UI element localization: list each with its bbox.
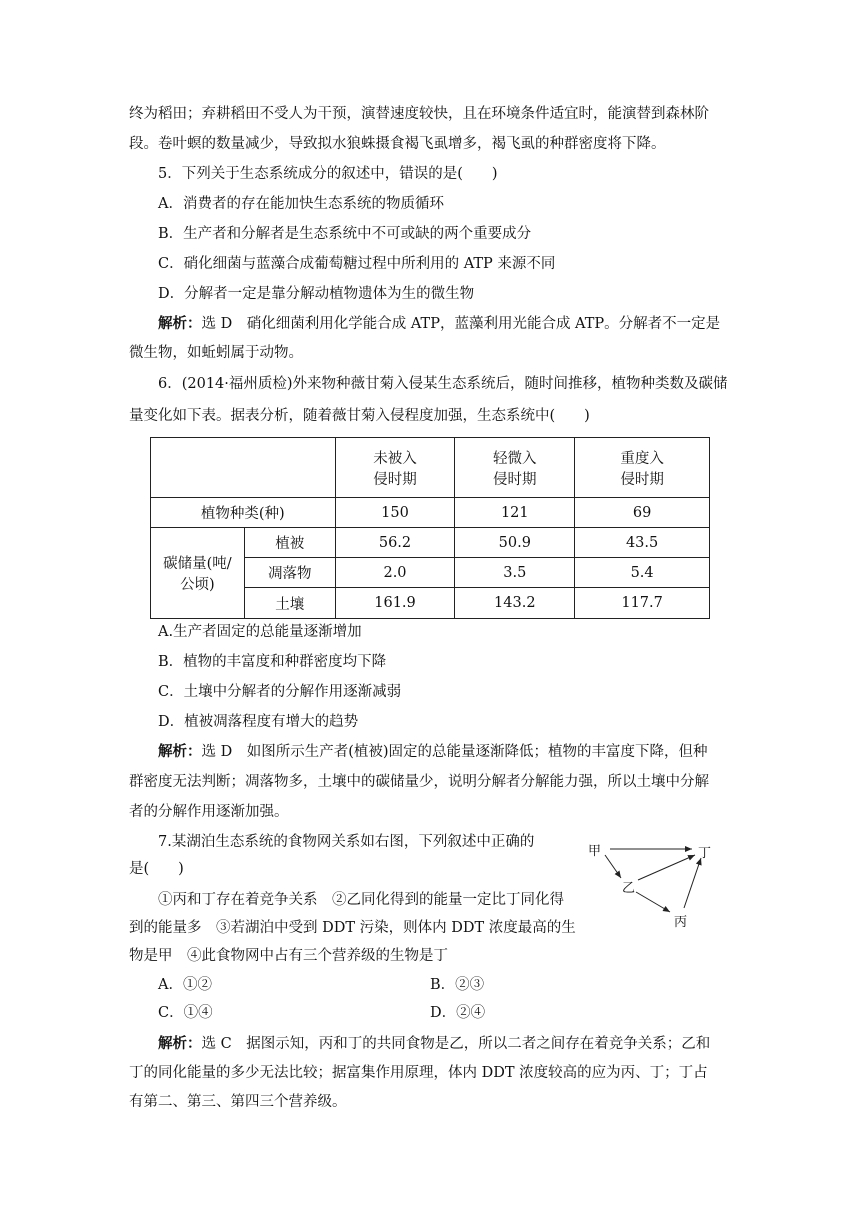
table-row-label: 凋落物 [244, 558, 335, 588]
arrow-jia-yi [605, 855, 621, 878]
q7-item: 物是甲 ④此食物网中占有三个营养级的生物是丁 [129, 948, 448, 964]
table-header: 重度入 侵时期 [575, 438, 710, 498]
arrow-yi-ding [638, 855, 695, 880]
q7-option-d: D．②④ [430, 1005, 486, 1021]
text-line: 段。卷叶螟的数量减少，导致拟水狼蛛摄食褐飞虱增多，褐飞虱的种群密度将下降。 [129, 136, 666, 152]
q6-option-a: A.生产者固定的总能量逐渐增加 [158, 624, 362, 640]
question-5-stem: 5．下列关于生态系统成分的叙述中，错误的是( ) [158, 166, 498, 182]
q6-option-b: B．植物的丰富度和种群密度均下降 [158, 654, 387, 670]
analysis-text: 选 D 如图所示生产者(植被)固定的总能量逐渐降低；植物的丰富度下降，但种 [201, 744, 708, 760]
question-7-stem-cont: 是( ) [129, 861, 184, 877]
q5-option-a: A．消费者的存在能加快生态系统的物质循环 [158, 196, 444, 212]
table-cell: 150 [335, 498, 455, 528]
node-yi: 乙 [622, 881, 636, 896]
table-cell: 56.2 [335, 528, 455, 558]
q5-option-d: D．分解者一定是靠分解动植物遗体为生的微生物 [158, 286, 475, 302]
q7-option-c: C．①④ [158, 1005, 213, 1021]
question-7-stem: 7.某湖泊生态系统的食物网关系如右图，下列叙述中正确的 [158, 834, 535, 850]
q7-item: ①丙和丁存在着竞争关系 ②乙同化得到的能量一定比丁同化得 [158, 892, 564, 908]
data-table [150, 437, 710, 619]
q7-analysis-cont: 有第二、第三、第四三个营养级。 [129, 1094, 347, 1110]
analysis-label: 解析： [158, 315, 202, 332]
table-cell: 3.5 [455, 558, 575, 588]
table-corner [151, 438, 336, 498]
table-row-label: 植被 [244, 528, 335, 558]
q5-option-b: B．生产者和分解者是生态系统中不可或缺的两个重要成分 [158, 226, 532, 242]
q7-option-b: B．②③ [430, 977, 485, 993]
analysis-label: 解析： [158, 1035, 202, 1052]
analysis-text: 选 C 据图示知，丙和丁的共同食物是乙，所以二者之间存在着竞争关系；乙和 [201, 1036, 711, 1052]
node-jia: 甲 [588, 844, 602, 859]
q7-item: 到的能量多 ③若湖泊中受到 DDT 污染，则体内 DDT 浓度最高的生 [129, 920, 576, 936]
table-header: 未被入 侵时期 [335, 438, 455, 498]
arrow-bing-ding [684, 858, 701, 908]
table-group-label: 碳储量(吨/ 公顷) [151, 528, 245, 619]
analysis-text: 选 D 硝化细菌利用化学能合成 ATP，蓝藻利用光能合成 ATP。分解者不一定是 [201, 316, 721, 332]
q5-analysis-cont: 微生物，如蚯蚓属于动物。 [129, 345, 303, 361]
q7-analysis [158, 1034, 710, 1054]
table-cell: 143.2 [455, 588, 575, 619]
q6-option-d: D．植被凋落程度有增大的趋势 [158, 714, 359, 730]
q5-option-c: C．硝化细菌与蓝藻合成葡萄糖过程中所利用的 ATP 来源不同 [158, 256, 556, 272]
table-cell: 50.9 [455, 528, 575, 558]
table-cell: 161.9 [335, 588, 455, 619]
analysis-label: 解析： [158, 743, 202, 760]
q7-option-a: A．①② [158, 977, 212, 993]
q6-option-c: C．土壤中分解者的分解作用逐渐减弱 [158, 684, 402, 700]
q5-analysis [158, 314, 720, 334]
table-row-label: 土壤 [244, 588, 335, 619]
node-ding: 丁 [698, 846, 712, 861]
q6-analysis-cont: 群密度无法判断；凋落物多，土壤中的碳储量少，说明分解者分解能力强，所以土壤中分解 [129, 774, 709, 790]
arrow-yi-bing [636, 892, 670, 912]
text-line: 终为稻田；弃耕稻田不受人为干预，演替速度较快，且在环境条件适宜时，能演替到森林阶 [129, 106, 709, 122]
q6-analysis [158, 742, 708, 762]
question-6-stem: 6．(2014·福州质检)外来物种薇甘菊入侵某生态系统后，随时间推移，植物种类数及碳储 [158, 376, 728, 392]
table-cell: 117.7 [575, 588, 710, 619]
table-row-label: 植物种类(种) [151, 498, 336, 528]
table-cell: 69 [575, 498, 710, 528]
node-bing: 丙 [674, 915, 688, 930]
table-header: 轻微入 侵时期 [455, 438, 575, 498]
q6-analysis-cont: 者的分解作用逐渐加强。 [129, 804, 289, 820]
food-web-diagram [588, 838, 728, 930]
table-cell: 121 [455, 498, 575, 528]
q7-analysis-cont: 丁的同化能量的多少无法比较；据富集作用原理，体内 DDT 浓度较高的应为丙、丁；丁占 [129, 1065, 708, 1081]
table-cell: 2.0 [335, 558, 455, 588]
question-6-stem-cont: 量变化如下表。据表分析，随着薇甘菊入侵程度加强，生态系统中( ) [129, 408, 590, 424]
table-cell: 5.4 [575, 558, 710, 588]
table-cell: 43.5 [575, 528, 710, 558]
